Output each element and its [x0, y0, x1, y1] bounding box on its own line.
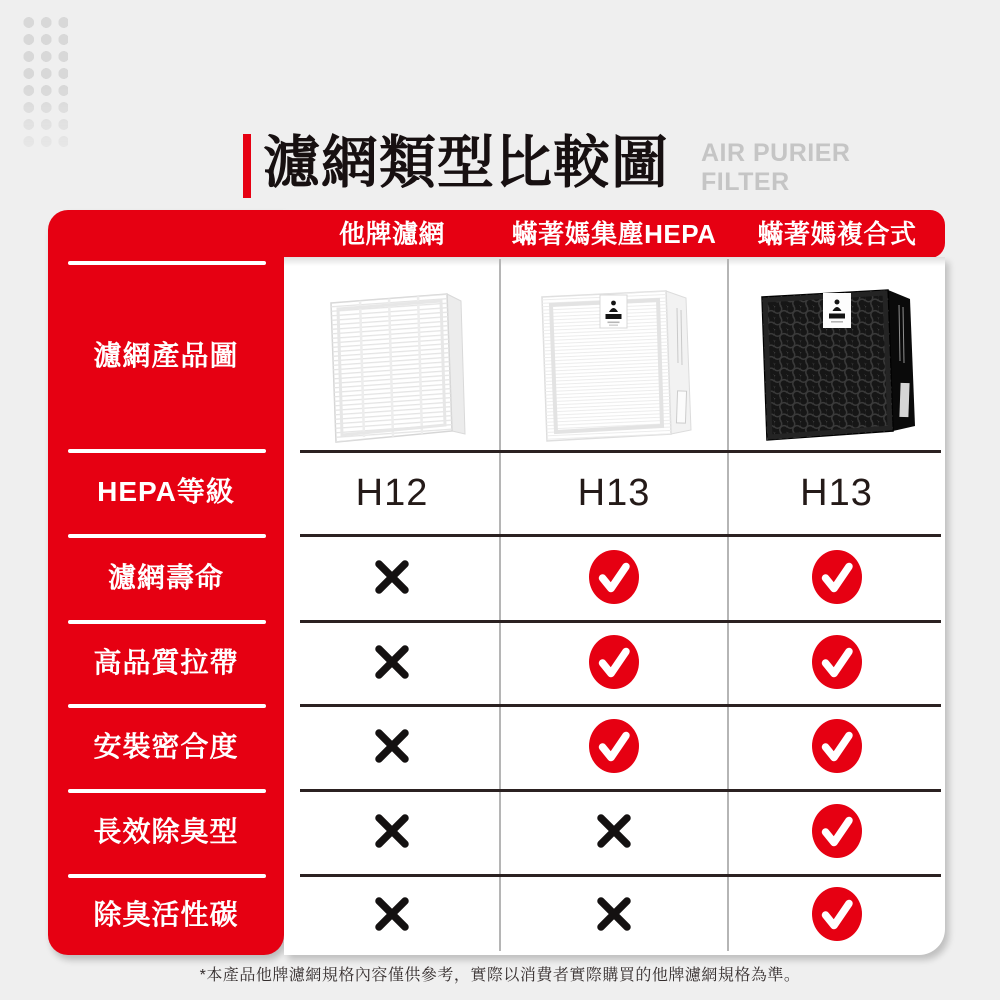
cross-icon [371, 641, 413, 683]
white-hepa-filter-image [528, 283, 700, 449]
row-divider [300, 789, 941, 792]
column-header-composite: 蟎著媽複合式 [757, 219, 917, 249]
row-divider [300, 874, 941, 877]
hepa-grade-value: H13 [800, 471, 873, 514]
mark-activated-carbon-hepa [500, 882, 728, 946]
row-label-filter-life: 濾網壽命 [107, 562, 224, 593]
mark-deodorizing-hepa [500, 799, 728, 863]
mark-pull-strap-other [284, 630, 500, 694]
check-circle-icon [812, 550, 862, 604]
column-header-bar [284, 210, 945, 258]
mark-deodorizing-other [284, 799, 500, 863]
sidebar-divider [68, 261, 266, 265]
check-circle-icon [589, 719, 639, 773]
sidebar-divider [68, 704, 266, 708]
title-accent-bar [243, 134, 251, 198]
check-circle-icon [589, 550, 639, 604]
column-header-dust-hepa: 蟎著媽集塵HEPA [511, 219, 717, 249]
mark-pull-strap-hepa [500, 630, 728, 694]
cross-icon [371, 893, 413, 935]
page-subtitle-line1: AIR PURIER [701, 139, 851, 167]
footnote: *本產品他牌濾網規格內容僅供參考，實際以消費者實際購買的他牌濾網規格為準。 [199, 967, 801, 984]
mark-install-fit-other [284, 714, 500, 778]
sidebar-divider [68, 534, 266, 538]
row-divider [300, 534, 941, 537]
mark-activated-carbon-other [284, 882, 500, 946]
row-label-install-fit: 安裝密合度 [93, 731, 239, 762]
hepa-grade-value: H13 [577, 471, 651, 514]
sidebar-divider [68, 449, 266, 453]
page-subtitle [701, 139, 850, 197]
cross-icon [593, 810, 635, 852]
black-carbon-filter-image [748, 283, 926, 449]
check-circle-icon [812, 804, 862, 858]
row-label-pull-strap: 高品質拉帶 [93, 647, 239, 678]
white-pleated-filter-image [311, 285, 473, 448]
mark-pull-strap-composite [728, 630, 945, 694]
mark-install-fit-composite [728, 714, 945, 778]
hepa-grade-value: H12 [355, 471, 429, 514]
mark-deodorizing-composite [728, 799, 945, 863]
page-title: 濾網類型比較圖 [263, 131, 669, 195]
check-circle-icon [812, 719, 862, 773]
check-circle-icon [812, 887, 862, 941]
sidebar-divider [68, 620, 266, 624]
sidebar-divider [68, 874, 266, 878]
dot-grid-decoration [20, 14, 68, 147]
mark-activated-carbon-composite [728, 882, 945, 946]
hepa-grade-dust-hepa [500, 461, 728, 525]
mark-filter-life-other [284, 545, 500, 609]
check-circle-icon [589, 635, 639, 689]
product-image-dust-hepa [500, 273, 728, 459]
mark-install-fit-hepa [500, 714, 728, 778]
row-divider [300, 704, 941, 707]
hepa-grade-composite [728, 461, 945, 525]
row-header-sidebar [48, 210, 284, 955]
column-header-other-brand: 他牌濾網 [338, 219, 446, 249]
page-subtitle-line2: FILTER [701, 168, 790, 196]
cross-icon [593, 893, 635, 935]
cross-icon [371, 810, 413, 852]
row-label-product-image: 濾網產品圖 [93, 340, 239, 371]
row-label-deodorizing: 長效除臭型 [93, 816, 239, 847]
product-image-composite [728, 273, 945, 459]
cross-icon [371, 556, 413, 598]
check-circle-icon [812, 635, 862, 689]
mark-filter-life-hepa [500, 545, 728, 609]
row-divider [300, 620, 941, 623]
product-image-other-brand [284, 273, 500, 459]
sidebar-divider [68, 789, 266, 793]
row-label-hepa-grade: HEPA等級 [97, 476, 235, 507]
hepa-grade-other-brand [284, 461, 500, 525]
mark-filter-life-composite [728, 545, 945, 609]
comparison-table [284, 257, 945, 955]
row-label-activated-carbon: 除臭活性碳 [93, 899, 239, 930]
cross-icon [371, 725, 413, 767]
